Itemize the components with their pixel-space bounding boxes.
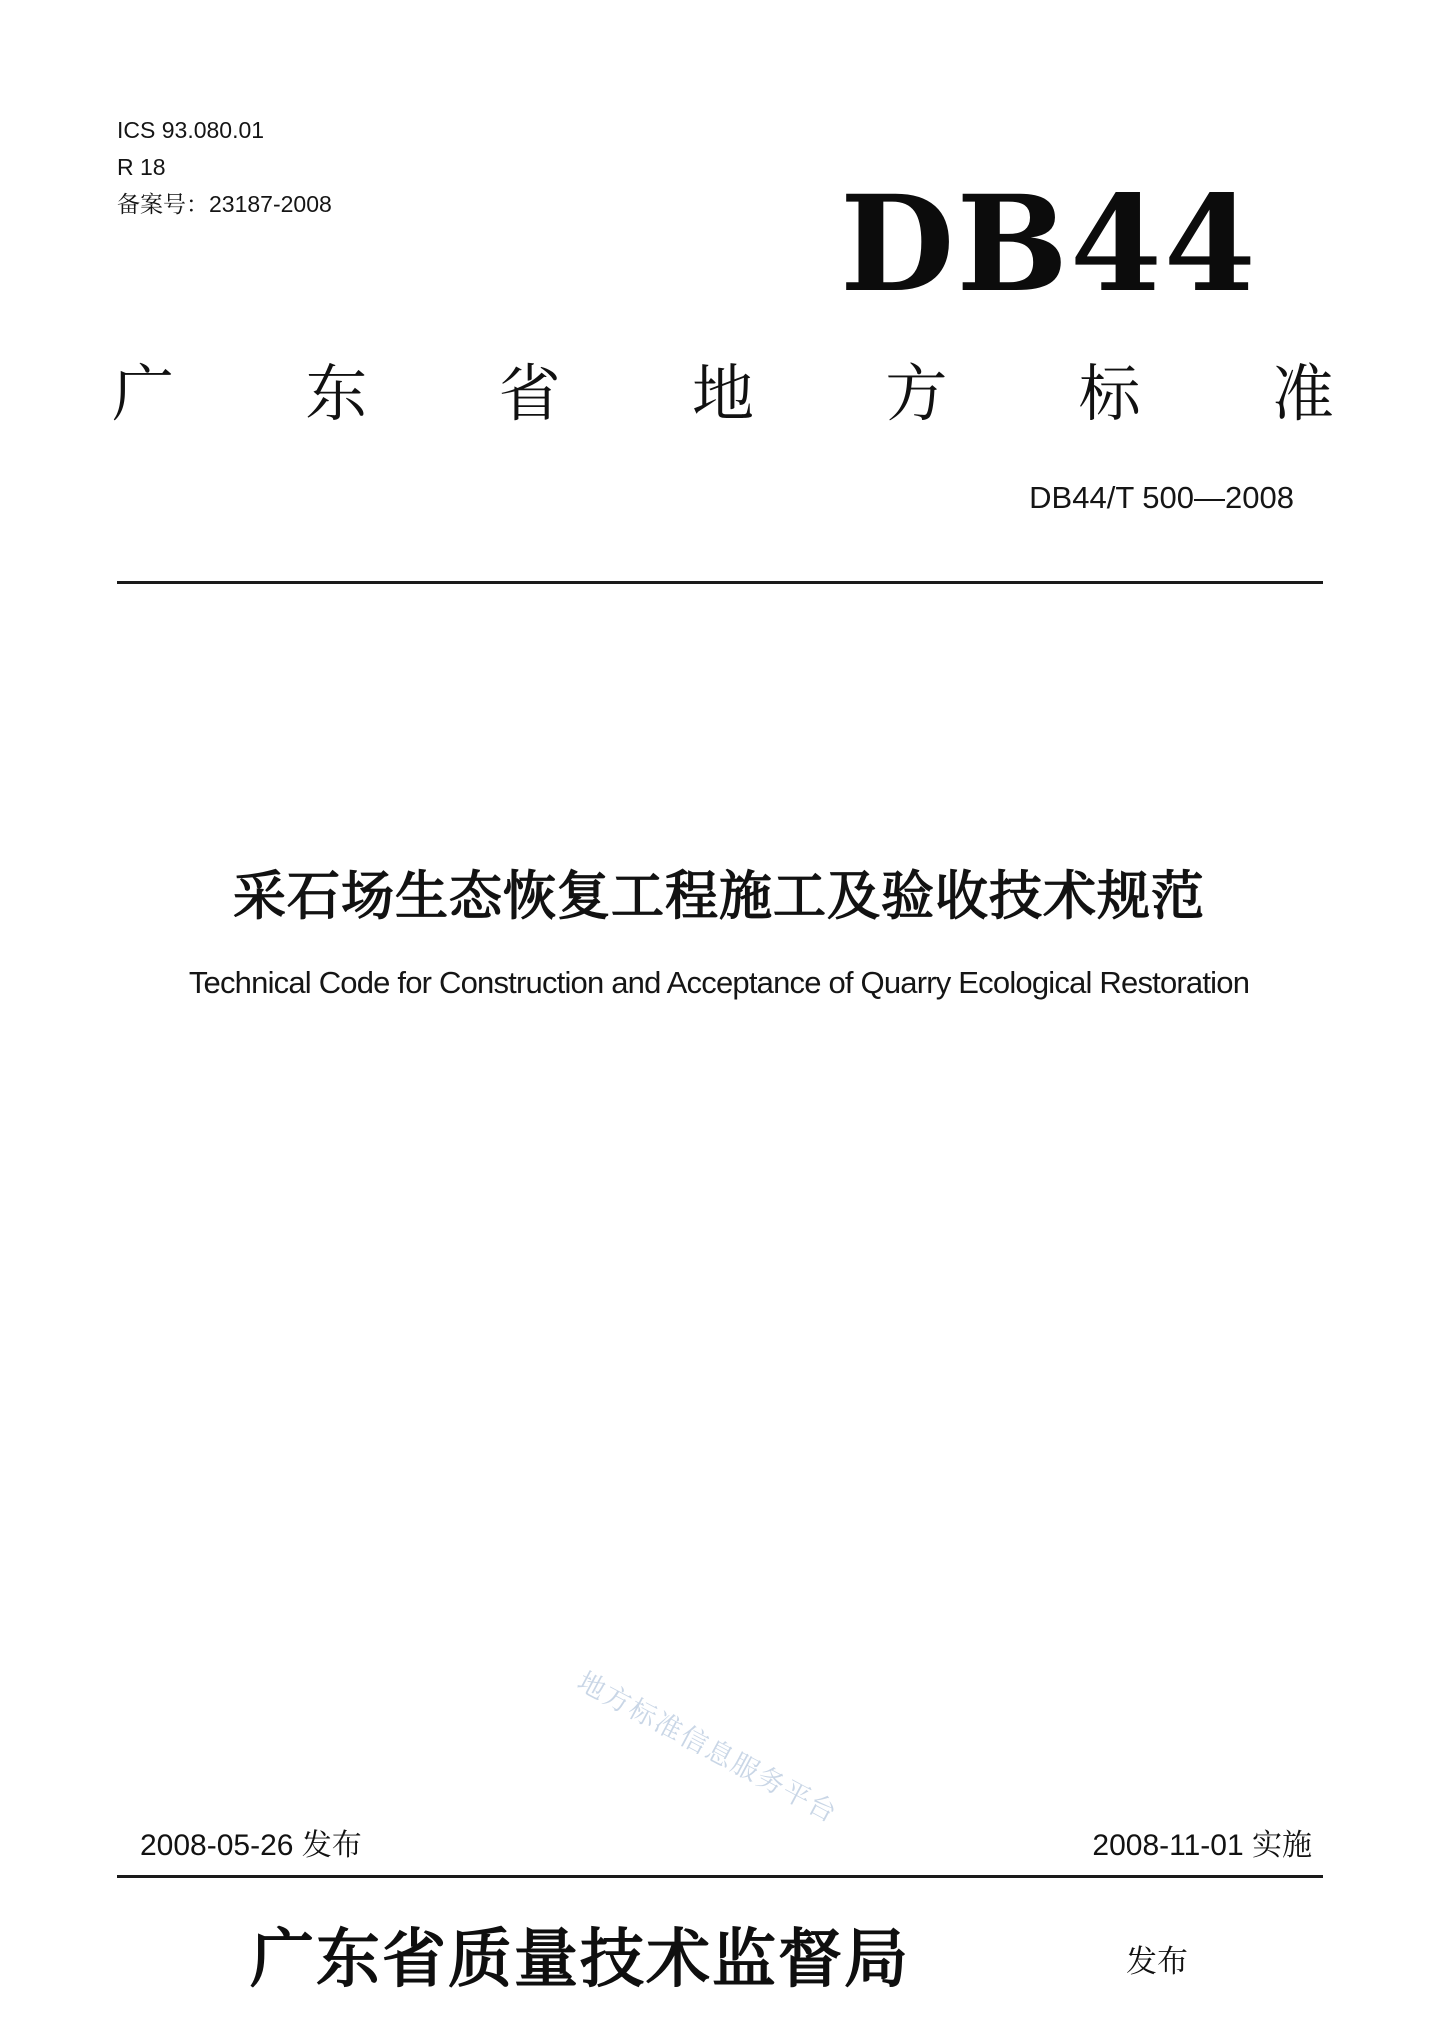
publish-label: 发布 (1126, 1944, 1188, 1980)
standard-number: DB44/T 500—2008 (1029, 480, 1294, 515)
ics-code: ICS 93.080.01 (117, 117, 265, 143)
standard-type-char: 准 (1271, 356, 1334, 430)
watermark: 地方标准信息服务平台 (572, 1666, 843, 1830)
standard-type-char: 省 (498, 356, 561, 430)
standard-type-char: 地 (691, 356, 754, 430)
standard-type-char: 广 (112, 356, 175, 430)
implementation-date: 2008-11-01 实施 (1092, 1829, 1312, 1862)
db-code-logo: DB44 (840, 167, 1258, 322)
issue-date: 2008-05-26 发布 (140, 1829, 362, 1862)
classification-block (117, 112, 332, 223)
standard-type-heading (112, 348, 1334, 428)
document-title-chinese: 采石场生态恢复工程施工及验收技术规范 (233, 866, 1205, 927)
bottom-divider (117, 1875, 1323, 1878)
record-number: 备案号：23187-2008 (117, 191, 332, 217)
standard-type-char: 东 (305, 356, 368, 430)
category-code: R 18 (117, 154, 166, 180)
publisher-name: 广东省质量技术监督局 (250, 1922, 910, 1997)
standard-type-char: 方 (885, 356, 948, 430)
top-divider (117, 581, 1323, 584)
document-title-english: Technical Code for Construction and Acceptance of Quarry Ecological Restoration (188, 965, 1250, 1000)
standard-type-char: 标 (1078, 356, 1141, 430)
